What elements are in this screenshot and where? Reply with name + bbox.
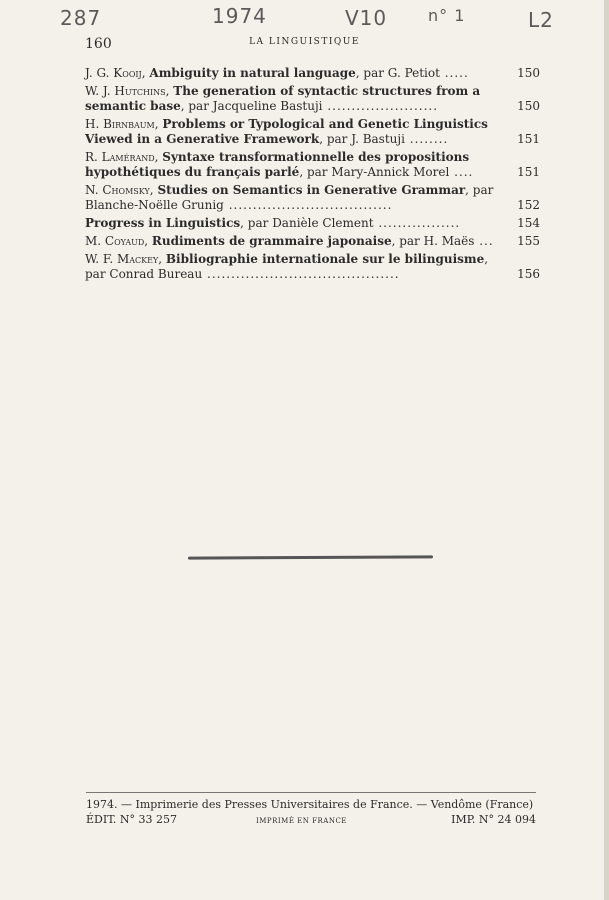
toc-reviewer: , par G. Petiot: [355, 66, 440, 80]
toc-entry: M. Coyaud, Rudiments de grammaire japonaise, par H. Maës ... 155: [85, 234, 540, 248]
toc-page: 151: [517, 132, 540, 146]
toc-author: R. Lamérand: [85, 150, 155, 164]
handwritten-issue: n° 1: [428, 6, 466, 25]
running-title: LA LINGUISTIQUE: [249, 37, 360, 47]
toc-page: 151: [517, 165, 540, 179]
toc-reviewer: , par Blanche-Noëlle Grunig: [85, 183, 494, 212]
printed-in-france: IMPRIMÉ EN FRANCE: [256, 817, 347, 825]
toc-author: W. J. Hutchins: [85, 84, 166, 98]
toc-title: Syntaxe transformationnelle des propositions hypothétiques du français parlé: [85, 150, 470, 179]
decorative-rule: [188, 555, 433, 559]
toc-title: Studies on Semantics in Generative Grammar: [157, 183, 466, 197]
toc-entry: N. Chomsky, Studies on Semantics in Generative Grammar, par Blanche-Noëlle Grunig .................................. 152: [85, 183, 540, 212]
toc-title: Progress in Linguistics: [85, 216, 241, 230]
toc-reviewer: , par H. Maës: [391, 234, 475, 248]
toc-entry: [85, 216, 540, 231]
toc-reviewer: , par J. Bastuji: [319, 132, 405, 146]
toc-leader: .......................: [322, 99, 439, 113]
toc-leader: ....: [449, 165, 474, 179]
handwritten-number: 287: [60, 6, 102, 30]
toc-leader: .................: [373, 216, 461, 230]
toc-author: W. F. Mackey: [85, 252, 159, 266]
toc-page: 150: [517, 66, 540, 80]
toc-entry: W. J. Hutchins, The generation of syntactic structures from a semantic base, par Jacqueline Bastuji ....................... 150: [85, 84, 540, 113]
toc-title: Bibliographie internationale sur le bilinguisme: [165, 252, 485, 266]
printer-colophon: [86, 792, 536, 827]
colophon-line: 1974. — Imprimerie des Presses Universitaires de France. — Vendôme (France): [86, 798, 534, 811]
toc-author: N. Chomsky: [85, 183, 150, 197]
colophon-line-2: [86, 812, 536, 827]
print-number: IMP. N° 24 094: [451, 813, 536, 826]
toc-leader: ..................................: [223, 198, 393, 212]
handwritten-volume: V10: [345, 6, 388, 30]
toc-leader: .....: [439, 66, 469, 80]
page-edge: [604, 0, 609, 900]
handwritten-shelf: L2: [528, 8, 554, 32]
toc-author: H. Birnbaum: [85, 117, 155, 131]
toc-page: 155: [517, 234, 540, 248]
toc-reviewer: , par Danièle Clement: [240, 216, 374, 230]
toc-entry: J. G. Kooij, Ambiguity in natural language, par G. Petiot ..... 150: [85, 66, 540, 80]
table-of-contents: [85, 66, 540, 285]
toc-page: 150: [517, 99, 540, 113]
edition-number: ÉDIT. N° 33 257: [86, 813, 178, 826]
toc-leader: ........................................: [202, 267, 400, 281]
toc-reviewer: , par Mary-Annick Morel: [299, 165, 450, 179]
toc-title: Problems or Typological and Genetic Linguistics Viewed in a Generative Framework: [85, 117, 488, 146]
toc-page: 154: [517, 216, 540, 230]
page-number: 160: [85, 36, 112, 52]
toc-leader: ........: [404, 132, 449, 146]
toc-page: 156: [517, 267, 540, 281]
toc-title: Ambiguity in natural language: [149, 66, 356, 80]
toc-entry: W. F. Mackey, Bibliographie internationale sur le bilinguisme, par Conrad Bureau ........................................ 156: [85, 252, 540, 281]
toc-title: The generation of syntactic structures from a semantic base: [85, 84, 481, 113]
toc-author: M. Coyaud: [85, 234, 145, 248]
toc-reviewer: , par Jacqueline Bastuji: [180, 99, 323, 113]
toc-reviewer: , par Conrad Bureau: [85, 252, 489, 281]
toc-entry: R. Lamérand, Syntaxe transformationnelle des propositions hypothétiques du français parlé, par Mary-Annick Morel .... 151: [85, 150, 540, 179]
toc-leader: ...: [474, 234, 494, 248]
toc-title: Rudiments de grammaire japonaise: [151, 234, 392, 248]
handwritten-year: 1974: [212, 4, 267, 28]
toc-entry: H. Birnbaum, Problems or Typological and Genetic Linguistics Viewed in a Generative Framework, par J. Bastuji ........ 151: [85, 117, 540, 146]
toc-page: 152: [517, 198, 540, 212]
toc-author: J. G. Kooij: [85, 66, 142, 80]
